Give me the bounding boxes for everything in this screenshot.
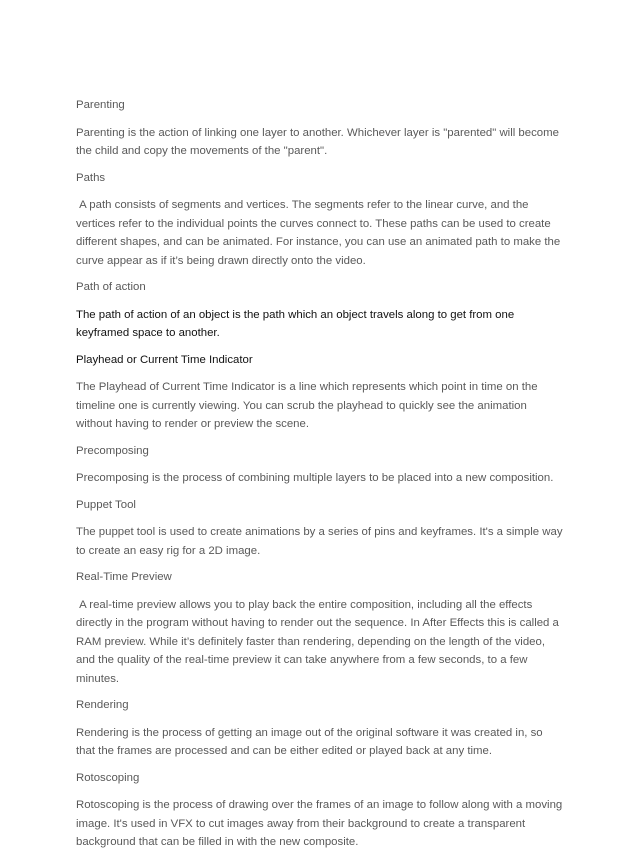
definition-rendering: Rendering is the process of getting an image out of the original software it was created in, so that the frames are processed and can be either edited or played back at any time. <box>76 726 543 757</box>
glossary-page <box>76 96 564 860</box>
term-rotoscoping: Rotoscoping <box>76 771 140 784</box>
term-puppet-tool: Puppet Tool <box>76 498 136 511</box>
term-path-of-action: Path of action <box>76 281 146 293</box>
definition-paths: A path consists of segments and vertices. The segments refer to the linear curve, and the vertices refer to the individual points the curves connect to. These paths can be used to create different shapes, and can be animated. For instance, you can use an animated path to make the curve appear as if it’s being drawn directly onto the video. <box>76 199 564 267</box>
definition-path-of-action: The path of action of an object is the path which an object travels along to get from one keyframed space to another. <box>76 308 515 339</box>
term-paths: Paths <box>76 171 106 184</box>
term-parenting: Parenting <box>76 99 125 111</box>
definition-playhead: The Playhead of Current Time Indicator is a line which represents which point in time on the timeline one is currently viewing. You can scrub the playhead to quickly see the animation without having to render or preview the scene. <box>76 381 538 430</box>
definition-precomposing: Precomposing is the process of combining multiple layers to be placed into a new composition. <box>76 472 554 484</box>
definition-parenting: Parenting is the action of linking one layer to another. Whichever layer is "parented" will become the child and copy the movements of the "parent". <box>76 126 559 157</box>
term-playhead: Playhead or Current Time Indicator <box>76 353 253 366</box>
definition-puppet-tool: The puppet tool is used to create animations by a series of pins and keyframes. It's a simple way to create an easy rig for a 2D image. <box>76 526 563 557</box>
definition-rotoscoping: Rotoscoping is the process of drawing over the frames of an image to follow along with a moving image. It's used in VFX to cut images away from their background to create a transparent background that can be filled in with the new composite. <box>76 799 563 848</box>
term-rendering: Rendering <box>76 699 129 711</box>
term-precomposing: Precomposing <box>76 444 149 457</box>
definition-real-time-preview: A real-time preview allows you to play back the entire composition, including all the effects directly in the program without having to render out the sequence. In After Effects this is called a RAM preview. While it’s definitely faster than rendering, depending on the length of the video, and the quality of the real-time preview it can take anywhere from a few seconds, to a few minutes. <box>76 598 563 685</box>
term-real-time-preview: Real-Time Preview <box>76 571 172 583</box>
